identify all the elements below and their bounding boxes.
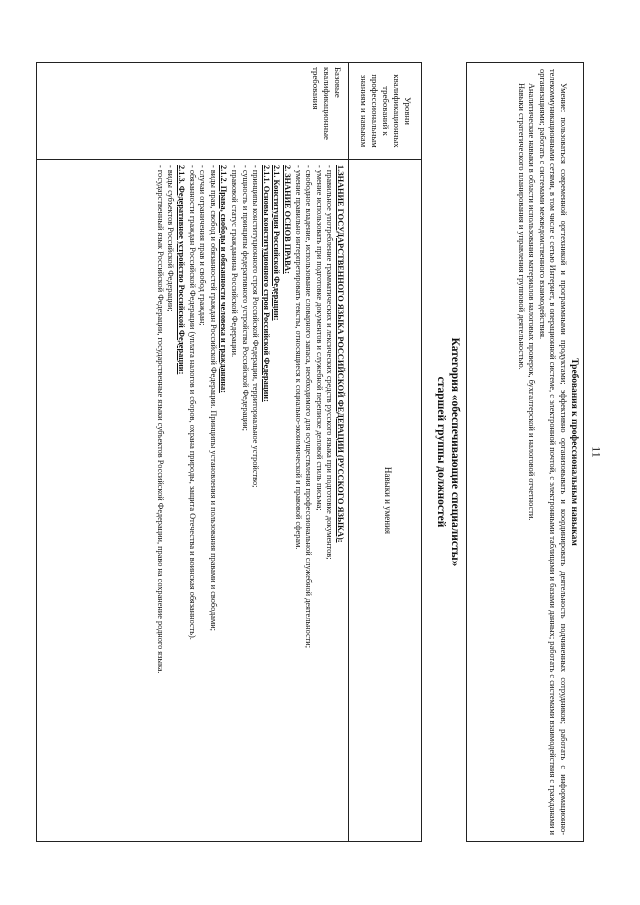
skill-line: - умение использовать при подготовке документов и служебной переписке деловой стиль письма; [314, 165, 324, 511]
skill-line: - умение правильно интерпретировать тексты, относящиеся к социально-экономической и правовой сферам. [293, 165, 303, 550]
skill-line: - виды прав, свобод и обязанностей граждан Российской Федерации. Принципы установления и пользования правами и свободами; [208, 165, 218, 631]
skill-line: - государственный язык Российской Федерации, государственные языки субъектов Российской Федерации, право на сохранение родного языка. [155, 165, 165, 674]
skill-line: - обязанности граждан Российской Федерации (уплата налогов и сборов, охрана природы, защита Отечества и воинская обязанность). [187, 165, 197, 640]
page-number: 11 [589, 446, 604, 458]
left-column-header: Уровни квалификационных требований к профессиональным знаниям и навыкам [359, 74, 413, 148]
skill-line: - случаи ограничения прав и свобод граждан; [198, 165, 208, 326]
rotated-page-content [36, 62, 584, 842]
column-divider [37, 159, 421, 160]
skill-line: 2.1.2. Права, свободы и обязанности человека и гражданина: [219, 165, 229, 393]
skill-line: 2.1.1. Основы конституционного строя Российской Федерации: [261, 165, 271, 402]
skill-line: - правовой статус гражданина Российской Федерации. [230, 165, 240, 358]
skill-line: - принципы конституционного строя Российской Федерации, территориальное устройство; [251, 165, 261, 488]
skill-line: 2. ЗНАНИЕ ОСНОВ ПРАВА: [283, 165, 293, 274]
category-title: Категория «обеспечивающие специалисты» [449, 337, 461, 567]
skill-line: 2.1. Конституция Российской Федерации: [272, 165, 282, 321]
requirements-title: Требования к профессиональным навыкам [569, 358, 579, 546]
right-column-header: Навыки и умения [383, 466, 393, 535]
left-column-cell: Базовые квалификационные требования [311, 67, 343, 140]
skill-line: 1.ЗНАНИЕ ГОСУДАРСТВЕННОГО ЯЗЫКА РОССИЙСКОЙ ФЕДЕРАЦИИ (РУССКОГО ЯЗЫКА): [336, 165, 345, 543]
category-heading [434, 62, 462, 842]
requirements-paragraph-3: Навыки стратегического планирования и управления групповой деятельностью. [516, 83, 526, 370]
skill-line: 2.1.3. Федеративное устройство Российской Федерации: [177, 165, 187, 375]
skill-line: - свободное владение, использование словарного запаса, необходимого для осуществления профессиональной служебной деятельности; [304, 165, 314, 648]
skill-line: - правильное употребление грамматических и лексических средств русского языка при подготовке документов; [325, 165, 335, 560]
skill-line: - сущность и принципы федеративного устройства Российской Федерации; [240, 165, 250, 431]
category-subtitle: старшей группы должностей [435, 376, 447, 528]
requirements-paragraph-2: Аналитические навыки в области использования материалов налоговых проверок, бухгалтерской и налоговой отчетности. [527, 83, 537, 521]
professional-skills-requirements-box [466, 62, 584, 842]
skills-list [154, 165, 345, 835]
skill-line: - виды субъектов Российской Федерации; [166, 165, 176, 312]
requirements-paragraph-1: Умение: пользоваться современной оргтехникой и программными продуктами; эффективно организовывать и координировать деятельность подчиненных сотрудников; работать с информационно-телекоммуникационными сетями, в том числе с сетью Интернет, в операционной системе, с электронной почтой, с электронными таблицами и базами данных; работать с системами взаимодействия с гражданами и организациями; работать с системами межведомственного взаимодействия. [537, 69, 568, 835]
qualification-table [36, 62, 422, 842]
